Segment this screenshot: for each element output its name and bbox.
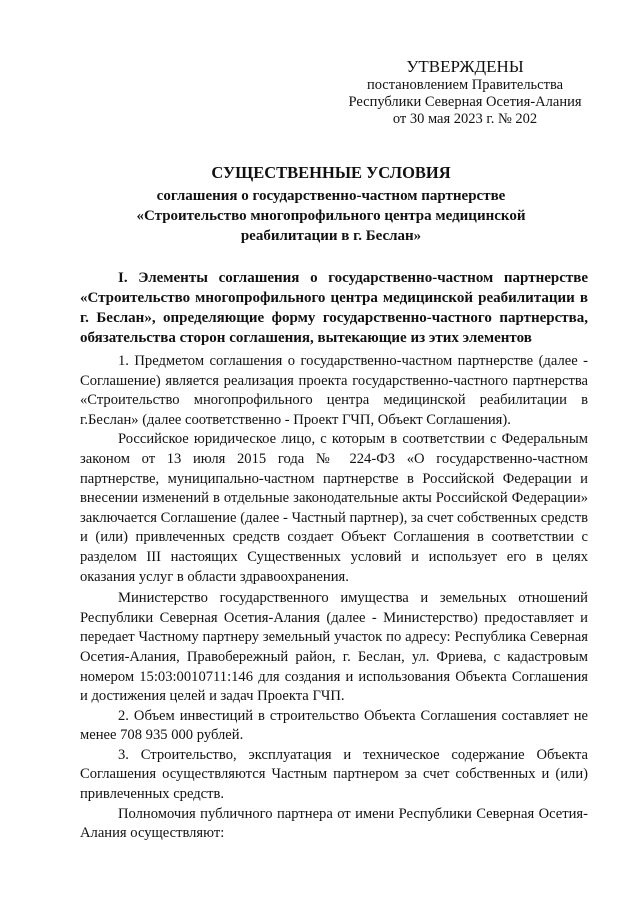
title-main: СУЩЕСТВЕННЫЕ УСЛОВИЯ [211, 163, 451, 182]
document-body [80, 352, 588, 844]
paragraph-1: 1. Предметом соглашения о государственно-частном партнерстве (далее - Соглашение) является реализация проекта государственно-частного партнерства «Строительство многопрофильного центра медицинской реабилитации в г.Беслан» (далее соответственно - Проект ГЧП, Объект Соглашения). [80, 353, 588, 428]
title-subtitle: «Строительство многопрофильного центра медицинской [136, 208, 526, 224]
paragraph-6: Полномочия публичного партнера от имени Республики Северная Осетия-Алания осуществляют: [80, 805, 588, 842]
approval-label: УТВЕРЖДЕНЫ [406, 57, 524, 76]
document-title [96, 162, 566, 246]
title-subtitle: реабилитации в г. Беслан» [240, 228, 422, 244]
approval-date-number: от 30 мая 2023 г. № 202 [392, 111, 538, 127]
approval-line: Республики Северная Осетия-Алания [348, 94, 582, 110]
section-heading-text: I. Элементы соглашения о государственно-частном партнерстве «Строительство многопрофильного центра медицинской реабилитации в г. Беслан», определяющие форму государственно-частного партнерства, обязательства сторон соглашения, вытекающие из этих элементов [80, 270, 588, 346]
paragraph-2: Российское юридическое лицо, с которым в соответствии с Федеральным законом от 13 июля 2015 года № 224-ФЗ «О государственно-частном партнерстве, муниципально-частном партнерстве в Российской Федерации и внесении изменений в отдельные законодательные акты Российской Федерации» заключается Соглашение (далее - Частный партнер), за счет собственных средств и (или) привлеченных средств создает Объект Соглашения в соответствии с разделом III настоящих Существенных условий и использует его в целях оказания услуг в области здравоохранения. [80, 431, 588, 585]
section-heading [80, 268, 588, 348]
approval-block [330, 56, 600, 128]
paragraph-3: Министерство государственного имущества и земельных отношений Республики Северная Осетия-Алания (далее - Министерство) предоставляет и передает Частному партнеру земельный участок по адресу: Республика Северная Осетия-Алания, Правобережный район, г. Беслан, ул. Фриева, с кадастровым номером 15:03:0010711:146 для создания и использования Объекта Соглашения и достижения целей и задач Проекта ГЧП. [80, 590, 588, 705]
paragraph-4: 2. Объем инвестиций в строительство Объекта Соглашения составляет не менее 708 935 000 рублей. [80, 707, 588, 744]
title-subtitle: соглашения о государственно-частном партнерстве [156, 188, 506, 204]
approval-line: постановлением Правительства [366, 77, 564, 93]
paragraph-5: 3. Строительство, эксплуатация и техническое содержание Объекта Соглашения осуществляются Частным партнером за счет собственных и (или) привлеченных средств. [80, 746, 588, 803]
